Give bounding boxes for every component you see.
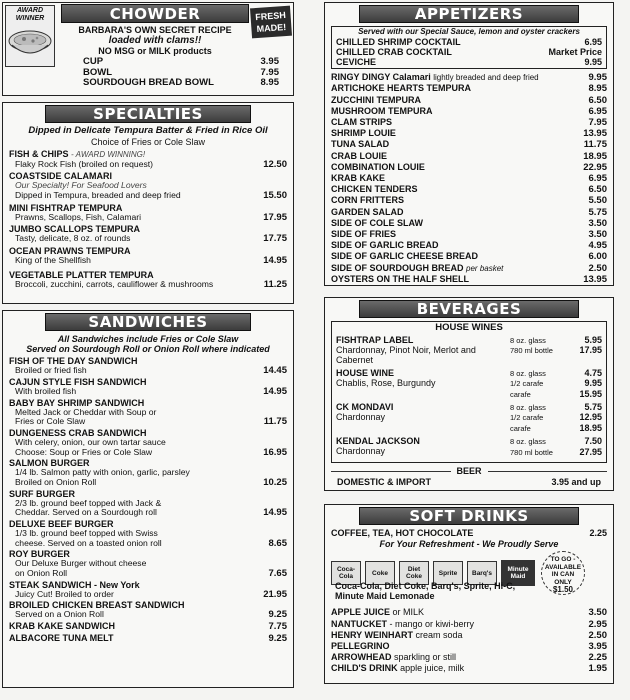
- menu-item-label: [331, 263, 503, 274]
- wine-size-row: [510, 378, 602, 388]
- wine-price: 18.95: [579, 422, 602, 433]
- togo-line-3: IN CAN: [551, 571, 575, 579]
- menu-item-price: 6.00: [588, 251, 607, 263]
- wine-size: carafe: [510, 389, 531, 399]
- sandwiches-banner: SANDWICHES: [45, 313, 251, 331]
- wine-size-row: [510, 436, 602, 446]
- beer-header-row: [331, 466, 607, 476]
- wine-price: 27.95: [579, 446, 602, 457]
- menu-item-name: MUSHROOM TEMPURA: [331, 105, 433, 116]
- menu-item-row: [9, 590, 287, 601]
- wine-name: FISHTRAP LABEL: [336, 334, 414, 345]
- chowder-intro-3: NO MSG or MILK products: [98, 46, 212, 57]
- togo-line-2: AVAILABLE: [544, 563, 582, 571]
- menu-item-name: SIDE OF GARLIC CHEESE BREAD: [331, 251, 479, 262]
- fresh-line-2: MADE!: [256, 21, 287, 35]
- menu-item: [9, 489, 287, 519]
- togo-line-1: TO GO -: [550, 556, 576, 564]
- menu-item: [331, 652, 607, 663]
- menu-item-price: 6.95: [588, 105, 607, 117]
- wine-item: [336, 402, 602, 433]
- menu-item-price: 21.95: [263, 588, 287, 600]
- menu-item-label: [331, 117, 392, 127]
- menu-item-label: [331, 72, 539, 83]
- menu-item-label: [331, 619, 474, 629]
- menu-item: [331, 630, 607, 641]
- menu-item-row: [9, 621, 287, 633]
- menu-item-label: [331, 184, 418, 194]
- wine-prices: [510, 335, 602, 365]
- wine-size-row: [510, 447, 602, 457]
- menu-item-price: 3.50: [588, 217, 607, 229]
- menu-item-name: KRAB KAKE: [331, 173, 385, 184]
- menu-item-label: [331, 173, 385, 183]
- chowder-intro-2: loaded with clams!!: [108, 35, 202, 47]
- wine-price: 5.75: [584, 402, 602, 413]
- menu-item: [331, 128, 607, 139]
- wine-price: 5.95: [584, 334, 602, 345]
- menu-item-desc: 1/3 lb. ground beef topped with Swiss: [15, 527, 158, 538]
- menu-item-label: [331, 251, 478, 261]
- menu-item-price: 4.95: [588, 240, 607, 252]
- menu-item: [9, 377, 287, 398]
- barqs-logo: Barq's: [467, 561, 497, 585]
- menu-item: [331, 139, 607, 150]
- soft-drinks-section: [324, 504, 614, 684]
- menu-item-desc: Broiled on Onion Roll: [15, 476, 97, 487]
- wine-info: [336, 436, 420, 457]
- menu-item: [9, 549, 287, 579]
- wine-desc: Chablis, Rose, Burgundy: [336, 377, 436, 388]
- minute-maid-logo: Minute Maid: [501, 560, 535, 586]
- wine-price: 17.95: [579, 345, 602, 356]
- appetizers-cocktail-box: [331, 26, 607, 69]
- menu-item: [331, 95, 607, 106]
- wine-size-row: [510, 402, 602, 412]
- wine-size-row: [510, 389, 602, 399]
- menu-item-name: ZUCCHINI TEMPURA: [331, 94, 421, 105]
- menu-item-price: 13.95: [583, 128, 607, 140]
- menu-item-name: SIDE OF FRIES: [331, 229, 397, 240]
- sandwiches-intro-2: Served on Sourdough Roll or Onion Roll where indicated: [26, 344, 270, 355]
- menu-item-row: [9, 448, 287, 459]
- menu-item-name: RINGY DINGY Calamari: [331, 72, 431, 83]
- wines-header: HOUSE WINES: [435, 322, 503, 333]
- menu-item-price: 9.25: [268, 609, 287, 621]
- menu-item-label: [331, 162, 425, 172]
- menu-item: MINI FISHTRAP TEMPURA Prawns, Scallops, Fish, Calamari 17.95: [9, 202, 287, 223]
- menu-item: [331, 663, 607, 674]
- wine-desc: Chardonnay: [336, 446, 386, 457]
- wine-price: 15.95: [579, 388, 602, 399]
- chowder-bowl-icon: [6, 23, 54, 63]
- menu-item-desc: Served on a Onion Roll: [15, 609, 104, 620]
- appetizers-section: [324, 2, 614, 286]
- menu-item-label: [331, 83, 471, 93]
- wine-price: 7.50: [584, 436, 602, 447]
- menu-item-name: SIDE OF COLE SLAW: [331, 217, 424, 228]
- menu-item: CHILLED CRAB COCKTAIL Market Price: [336, 47, 602, 58]
- menu-item-price: 2.95: [588, 618, 607, 630]
- menu-item-price: 14.95: [263, 507, 287, 519]
- menu-item: [331, 117, 607, 128]
- left-column: [2, 2, 294, 688]
- menu-item-label: [331, 139, 389, 149]
- menu-item-desc: With celery, onion, our own tartar sauce: [15, 436, 166, 447]
- chowder-section: [2, 2, 294, 96]
- menu-item-desc: 1/4 lb. Salmon patty with onion, garlic, parsley: [15, 467, 190, 478]
- menu-item: [9, 428, 287, 458]
- menu-item: [331, 229, 607, 240]
- menu-item: [331, 240, 607, 251]
- menu-item-name: HENRY WEINHART: [331, 629, 414, 640]
- wine-desc: Chardonnay, Pinot Noir, Merlot and: [336, 344, 476, 355]
- wine-name: CK MONDAVI: [336, 402, 394, 413]
- menu-item-price: 6.95: [588, 173, 607, 185]
- menu-item-name: SHRIMP LOUIE: [331, 128, 396, 139]
- menu-item-name: SURF BURGER: [9, 488, 76, 499]
- menu-item-label: [331, 630, 463, 640]
- sprite-logo: Sprite: [433, 561, 463, 585]
- menu-item-price: 9.25: [268, 632, 287, 644]
- menu-item: [9, 633, 287, 645]
- wine-size: carafe: [510, 423, 531, 433]
- wine-item: [336, 436, 602, 457]
- specialties-section: [2, 102, 294, 304]
- wine-size: 8 oz. glass: [510, 368, 546, 378]
- menu-item-name: PELLEGRINO: [331, 640, 390, 651]
- wine-size: 780 ml bottle: [510, 447, 553, 457]
- specialties-banner: SPECIALTIES: [45, 105, 251, 123]
- menu-item-name: NANTUCKET: [331, 618, 387, 629]
- menu-item-row: [9, 417, 287, 428]
- menu-item-desc: Cheddar. Served on a Sourdough roll: [15, 507, 157, 518]
- wine-size: 8 oz. glass: [510, 403, 546, 413]
- coca-cola-logo: Coca-Cola: [331, 561, 361, 585]
- menu-item: [331, 251, 607, 262]
- specialties-intro-2: Choice of Fries or Cole Slaw: [90, 136, 206, 147]
- menu-item: [9, 356, 287, 377]
- soft-drinks-banner: SOFT DRINKS: [359, 507, 579, 525]
- menu-item-row: [9, 366, 287, 377]
- menu-item-price: 22.95: [583, 161, 607, 173]
- menu-item-name: KRAB KAKE SANDWICH: [9, 620, 115, 631]
- menu-item: [331, 72, 607, 83]
- wine-prices: [510, 436, 602, 457]
- menu-item-desc: With broiled fish: [15, 385, 77, 396]
- menu-item: [9, 519, 287, 549]
- menu-item-price: 2.50: [588, 629, 607, 641]
- menu-item-label: [331, 641, 390, 651]
- menu-item: VEGETABLE PLATTER TEMPURA Broccoli, zucchini, carrots, cauliflower & mushrooms 11.25: [9, 269, 287, 290]
- menu-item-name: CORN FRITTERS: [331, 195, 404, 206]
- menu-item-price: 18.95: [583, 150, 607, 162]
- menu-item-name: OYSTERS ON THE HALF SHELL: [331, 273, 470, 284]
- specialties-intro-1: Dipped in Delicate Tempura Batter & Fried in Rice Oil: [28, 125, 268, 136]
- menu-item-name: FISH OF THE DAY SANDWICH: [9, 356, 138, 367]
- right-column: [324, 2, 614, 684]
- wine-size: 1/2 carafe: [510, 413, 544, 423]
- menu-item: [331, 184, 607, 195]
- diet-coke-logo: Diet Coke: [399, 561, 429, 585]
- fresh-made-badge: [250, 6, 292, 39]
- appetizers-banner: APPETIZERS: [359, 5, 579, 23]
- menu-item-label: [331, 229, 396, 239]
- wine-prices: [510, 368, 602, 399]
- menu-item-label: [331, 274, 469, 284]
- menu-item-name: COMBINATION LOUIE: [331, 161, 425, 172]
- wine-size-row: [510, 345, 602, 355]
- menu-item: CHILLED SHRIMP COCKTAIL 6.95: [336, 36, 602, 47]
- menu-item-price: 2.25: [588, 652, 607, 664]
- chowder-item: CUP 3.95: [83, 56, 279, 67]
- menu-item-price: 9.95: [588, 72, 607, 84]
- menu-item: [331, 173, 607, 184]
- wine-size: 8 oz. glass: [510, 437, 546, 447]
- menu-item-name: GARDEN SALAD: [331, 206, 404, 217]
- menu-item-desc: 2/3 lb. ground beef topped with Jack &: [15, 497, 162, 508]
- menu-item-row: [9, 387, 287, 398]
- appetizer-list: [331, 72, 607, 285]
- menu-item-price: 6.50: [588, 184, 607, 196]
- menu-item-note: per basket: [466, 263, 504, 273]
- menu-item: [9, 398, 287, 428]
- menu-item: [9, 621, 287, 633]
- award-ribbon: [6, 6, 54, 23]
- wine-name: KENDAL JACKSON: [336, 436, 420, 447]
- award-line-1: AWARD: [16, 7, 44, 14]
- menu-item-name: BROILED CHICKEN BREAST SANDWICH: [9, 600, 185, 611]
- menu-item-price: 14.45: [263, 365, 287, 377]
- menu-item-row: [9, 633, 287, 645]
- menu-item-name: TUNA SALAD: [331, 139, 390, 150]
- beer-header: BEER: [456, 465, 482, 476]
- beverages-banner: BEVERAGES: [359, 300, 579, 318]
- chowder-item: SOURDOUGH BREAD BOWL 8.95: [83, 77, 279, 89]
- menu-item: [331, 162, 607, 173]
- menu-item: [331, 263, 607, 274]
- menu-item-label: [331, 240, 439, 250]
- menu-item-label: [331, 128, 396, 138]
- menu-item-label: [331, 151, 387, 161]
- wine-name: HOUSE WINE: [336, 367, 395, 378]
- menu-item: [331, 641, 607, 652]
- fresh-line-1: FRESH: [255, 9, 287, 23]
- award-line-2: WINNER: [15, 15, 45, 22]
- menu-item-name: ARROWHEAD: [331, 652, 392, 663]
- menu-item-price: 5.50: [588, 195, 607, 207]
- menu-item: [331, 218, 607, 229]
- menu-item-name: BABY BAY SHRIMP SANDWICH: [9, 397, 145, 408]
- beverages-section: [324, 297, 614, 491]
- menu-item-name: ROY BURGER: [9, 549, 70, 560]
- menu-item-name: CAJUN STYLE FISH SANDWICH: [9, 376, 147, 387]
- brands-line-2: Minute Maid Lemonade: [335, 591, 435, 602]
- menu-item: CEVICHE 9.95: [336, 57, 602, 68]
- menu-item-name: SALMON BURGER: [9, 458, 90, 469]
- menu-item: [331, 151, 607, 162]
- wine-item: [336, 335, 602, 365]
- wine-info: [336, 402, 393, 433]
- menu-item-name: SIDE OF GARLIC BREAD: [331, 240, 439, 251]
- menu-item-label: [331, 607, 424, 617]
- menu-item-price: 13.95: [583, 273, 607, 285]
- menu-item-row: [9, 478, 287, 489]
- menu-item: OCEAN PRAWNS TEMPURA King of the Shellfish 14.95: [9, 246, 287, 267]
- menu-item: [9, 580, 287, 601]
- chowder-intro-1: BARBARA'S OWN SECRET RECIPE: [78, 25, 232, 35]
- wine-price: 9.95: [584, 378, 602, 389]
- menu-item-note: cream soda: [413, 629, 463, 640]
- menu-item: [9, 600, 287, 621]
- wine-size-row: [510, 423, 602, 433]
- wine-info: [336, 368, 436, 399]
- sandwiches-intro-1: All Sandwiches include Fries or Cole Slaw: [57, 334, 239, 344]
- menu-item-name: APPLE JUICE: [331, 607, 391, 618]
- menu-item-desc: Fries or Cole Slaw: [15, 416, 86, 427]
- menu-item-desc: cheese. Served on a toasted onion roll: [15, 537, 162, 548]
- menu-item-name: CRAB LOUIE: [331, 150, 387, 161]
- menu-item: [331, 106, 607, 117]
- menu-item-name: SIDE OF SOURDOUGH BREAD: [331, 262, 464, 273]
- menu-item-price: 11.75: [263, 416, 287, 428]
- wine-size-row: [510, 412, 602, 422]
- menu-item: COASTSIDE CALAMARI Our Specialty! For Seafood Lovers Dipped in Tempura, breaded and deep fried 15.50: [9, 171, 287, 201]
- sandwich-list: [9, 356, 287, 644]
- menu-item: [9, 458, 287, 488]
- wine-size: 8 oz. glass: [510, 335, 546, 345]
- menu-item-name: CHICKEN TENDERS: [331, 184, 418, 195]
- wine-size: 1/2 carafe: [510, 379, 544, 389]
- menu-item-price: 3.95: [588, 640, 607, 652]
- menu-item-note: apple juice, milk: [397, 663, 465, 674]
- chowder-banner: CHOWDER: [61, 4, 249, 23]
- to-go-badge: [541, 551, 585, 595]
- menu-item: [331, 607, 607, 618]
- menu-item-label: [331, 195, 404, 205]
- menu-item: COFFEE, TEA, HOT CHOCOLATE 2.25: [331, 528, 607, 538]
- wine-desc: Cabernet: [336, 354, 374, 365]
- menu-item-label: [331, 207, 404, 217]
- beer-item: DOMESTIC & IMPORT 3.95 and up: [337, 477, 601, 488]
- menu-item: JUMBO SCALLOPS TEMPURA Tasty, delicate, 8 oz. of rounds 17.75: [9, 224, 287, 245]
- menu-item-name: DELUXE BEEF BURGER: [9, 518, 114, 529]
- menu-item-label: [331, 106, 433, 116]
- menu-item-note: or MILK: [390, 607, 425, 618]
- chowder-item: BOWL 7.95: [83, 66, 279, 78]
- menu-item-label: [331, 218, 423, 228]
- menu-item-label: [331, 663, 464, 673]
- wine-price: 12.95: [579, 412, 602, 423]
- menu-item-desc: Choose: Soup or Fries or Cole Slaw: [15, 446, 153, 457]
- appetizers-box-intro: Served with our Special Sauce, lemon and oyster crackers: [358, 27, 580, 36]
- togo-line-5: $1.50: [552, 585, 574, 595]
- menu-item-price: 1.95: [588, 663, 607, 675]
- menu-item-note: lightly breaded and deep fried: [433, 73, 539, 83]
- menu-item-name: ARTICHOKE HEARTS TEMPURA: [331, 83, 472, 94]
- menu-item-desc: on Onion Roll: [15, 567, 68, 578]
- menu-item-row: [9, 569, 287, 580]
- menu-item-price: 7.65: [268, 567, 287, 579]
- wine-size: 780 ml bottle: [510, 346, 553, 356]
- menu-item-price: 8.65: [268, 537, 287, 549]
- award-badge: [5, 5, 55, 67]
- menu-item-price: 3.50: [588, 607, 607, 619]
- togo-line-4: ONLY: [554, 578, 572, 586]
- menu-item-price: 3.50: [588, 229, 607, 241]
- menu-item-price: 16.95: [263, 446, 287, 458]
- brands-line-1: Coca-Cola, Diet Coke, Barq's, Sprite, Hi-C,: [335, 581, 516, 592]
- menu-item: [331, 274, 607, 285]
- menu-item-price: 6.50: [588, 94, 607, 106]
- menu-item-price: 14.95: [263, 385, 287, 397]
- soft-drinks-slogan: For Your Refreshment - We Proudly Serve: [379, 539, 559, 550]
- menu-item-name: CLAM STRIPS: [331, 117, 393, 127]
- menu-item-price: 8.95: [588, 83, 607, 95]
- coke-logo: Coke: [365, 561, 395, 585]
- menu-item-price: 5.75: [588, 206, 607, 218]
- wine-box: [331, 321, 607, 463]
- menu-item-row: [9, 539, 287, 550]
- drink-list: [331, 607, 607, 674]
- menu-item: [331, 195, 607, 206]
- menu-item-desc: Broiled or fried fish: [15, 365, 87, 376]
- menu-item-note: sparkling or still: [391, 652, 457, 663]
- menu-item-row: [9, 508, 287, 519]
- menu-item: [331, 83, 607, 94]
- menu-item-name: CHILD'S DRINK: [331, 663, 398, 674]
- wine-prices: [510, 402, 602, 433]
- wine-size-row: [510, 335, 602, 345]
- sandwiches-section: [2, 310, 294, 688]
- menu-item-name: ALBACORE TUNA MELT: [9, 632, 114, 643]
- wine-info: [336, 335, 476, 365]
- wine-desc: Chardonnay: [336, 412, 386, 423]
- wine-size-row: [510, 368, 602, 378]
- menu-item-price: 7.95: [588, 117, 607, 128]
- menu-item-price: 2.50: [588, 262, 607, 274]
- menu-item-row: [9, 610, 287, 621]
- menu-item-label: [331, 652, 456, 662]
- menu-item-desc: Our Deluxe Burger without cheese: [15, 558, 147, 569]
- menu-item: [331, 207, 607, 218]
- menu-item: [331, 619, 607, 630]
- wine-item: [336, 368, 602, 399]
- wine-list: [336, 335, 602, 457]
- menu-item-desc: Juicy Cut! Broiled to order: [15, 588, 114, 599]
- menu-item-name: DUNGENESS CRAB SANDWICH: [9, 427, 147, 438]
- menu-item-price: 11.75: [583, 139, 607, 151]
- menu-item-note: - mango or kiwi-berry: [387, 618, 475, 629]
- menu-item-price: 7.75: [268, 620, 287, 632]
- menu-item: FISH & CHIPS - AWARD WINNING! Flaky Rock Fish (broiled on request) 12.50: [9, 148, 287, 170]
- menu-item-desc: Melted Jack or Cheddar with Soup or: [15, 406, 157, 417]
- wine-price: 4.75: [584, 367, 602, 378]
- menu-item-price: 10.25: [263, 476, 287, 488]
- menu-item-label: [331, 95, 421, 105]
- menu-item-name: STEAK SANDWICH - New York: [9, 579, 140, 590]
